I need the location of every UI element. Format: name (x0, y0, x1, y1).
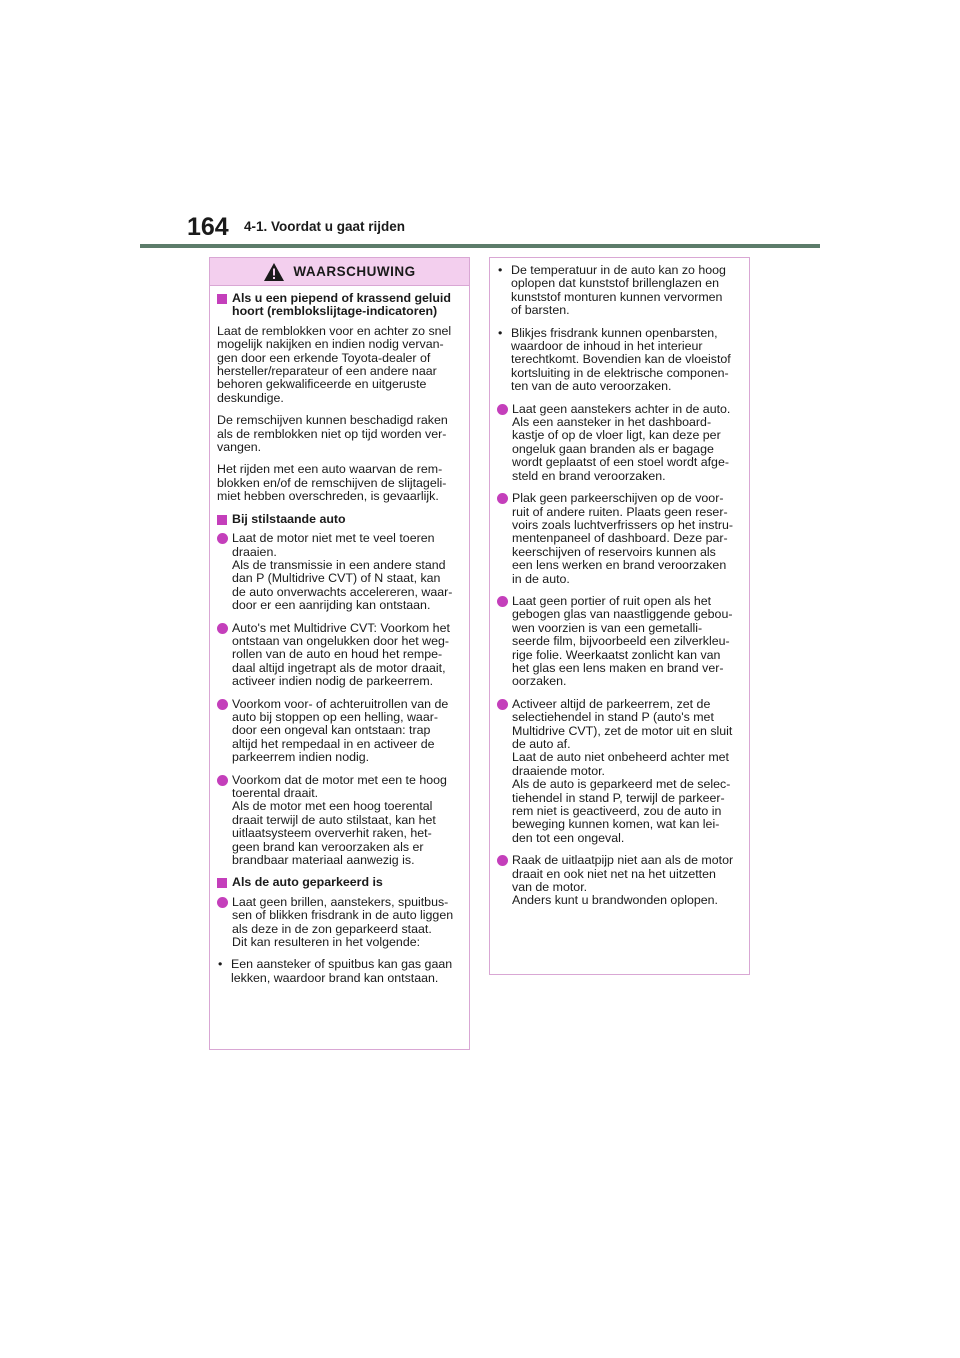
bullet-item (217, 622, 460, 689)
text-line: waardoor de inhoud in het interieur (511, 339, 703, 354)
text-line: rige folie. Weerkaatst zonlicht kan van (512, 647, 721, 662)
text-line: brandbaar materiaal aanwezig is. (232, 853, 415, 868)
text-line: Laat de motor niet met te veel toeren (232, 531, 435, 546)
sub-bullet-marker: • (498, 325, 503, 340)
warning-triangle-icon (263, 262, 285, 282)
text-line: Plak geen parkeerschijven op de voor- (512, 491, 724, 506)
sub-item (497, 327, 740, 394)
text-line: Dit kan resulteren in het volgende: (232, 935, 421, 950)
sub-item (497, 264, 740, 318)
text-line: auto bij stoppen op een helling, waar- (232, 709, 438, 724)
text-line: ongeluk gaan branden als er bagage (512, 441, 714, 456)
text-line: selectiehendel in stand P (auto's met (512, 710, 714, 725)
text-line: dan P (Multidrive CVT) of N staat, kan (232, 571, 441, 586)
sub-bullet-marker: • (498, 263, 503, 277)
paragraph (217, 414, 460, 454)
bullet-item (497, 854, 740, 908)
text-line: een lens werken en brand veroorzaken (512, 558, 727, 573)
text-line: van de motor. (512, 880, 588, 895)
bullet-item (497, 492, 740, 586)
text-line: steld en brand veroorzaken. (512, 468, 666, 483)
text-line: de auto onverwachts accelereren, waar- (232, 584, 453, 599)
text-line: parkeerrem indien nodig. (232, 750, 370, 765)
paragraph (217, 325, 460, 405)
text-line: uitlaatsysteem oververhit raken, het- (232, 826, 432, 841)
circle-bullet-icon (217, 699, 228, 710)
bullet-item (217, 698, 460, 765)
text-line: ruit of andere ruiten. Plaats geen reser- (512, 504, 728, 519)
warning-content-right (490, 258, 749, 908)
circle-bullet-icon (217, 775, 228, 786)
text-line: vangen. (217, 440, 262, 455)
text-line: De temperatuur in de auto kan zo hoog (511, 263, 726, 277)
square-bullet-icon (217, 515, 227, 525)
section-title: 4-1. Voordat u gaat rijden (244, 219, 406, 234)
text-line: Laat geen portier of ruit open als het (512, 593, 712, 608)
bullet-text (512, 698, 740, 845)
text-line: rem niet is geactiveerd, zou de auto in (512, 804, 722, 819)
text-line: lekken, waardoor brand kan ontstaan. (231, 970, 439, 985)
text-line: den tot een ongeval. (512, 830, 625, 845)
circle-bullet-icon (217, 533, 228, 544)
page-number: 164 (187, 213, 229, 241)
text-line: daal altijd ingetrapt als de motor draait, (232, 660, 446, 675)
text-line: wen voorzien is van een gemetalli- (512, 620, 703, 635)
text-line: Blikjes frisdrank kunnen openbarsten, (511, 325, 718, 340)
bullet-item (217, 532, 460, 612)
bullet-text (232, 896, 460, 950)
text-line: activeer indien nodig de parkeerrem. (232, 674, 434, 689)
sub-item-text (511, 327, 740, 394)
sub-item (217, 958, 460, 985)
text-line: Voorkom voor- of achteruitrollen van de (232, 696, 449, 711)
text-line: beweging kunnen komen, wat kan lei- (512, 817, 720, 832)
text-line: Multidrive CVT), zet de motor uit en sluit (512, 723, 733, 738)
sub-item-text (231, 958, 460, 985)
circle-bullet-icon (497, 493, 508, 504)
bullet-item (497, 403, 740, 483)
text-line: behoren gekwalificeerde en uitgeruste (217, 377, 427, 392)
subheading (217, 292, 460, 319)
text-line: oorzaken. (512, 674, 567, 689)
bullet-text (232, 622, 460, 689)
text-line: als deze in de zon geparkeerd staat. (232, 921, 432, 936)
circle-bullet-icon (497, 855, 508, 866)
text-line: kastje of op de vloer ligt, kan deze per (512, 428, 721, 443)
text-line: Activeer altijd de parkeerrem, zet de (512, 696, 711, 711)
text-line: toerental draait. (232, 786, 319, 800)
circle-bullet-icon (497, 596, 508, 607)
text-line: Een aansteker of spuitbus kan gas gaan (231, 957, 453, 972)
text-line: kortsluiting in de elektrische componen- (511, 365, 729, 380)
text-line: kunststof monturen kunnen vervormen (511, 289, 723, 304)
text-line: keerschijven of reservoirs kunnen als (512, 544, 716, 559)
bullet-text (232, 774, 460, 868)
header-rule (140, 244, 820, 248)
subheading-text (232, 876, 383, 889)
text-line: hersteller/reparateur of een andere naar (217, 364, 437, 379)
text-line: wordt geplaatst of een stoel wordt afge- (512, 455, 729, 470)
text-line: Als de auto is geparkeerd met de selec- (512, 777, 731, 792)
bullet-text (512, 595, 740, 689)
circle-bullet-icon (497, 404, 508, 415)
text-line: gen door een erkende Toyota-dealer of (217, 350, 431, 365)
bullet-item (497, 698, 740, 845)
text-line: draaien. (232, 544, 277, 559)
text-line: rollen van de auto en houd het rempe- (232, 647, 443, 662)
warning-box-left (209, 257, 470, 1050)
text-line: geen brand kan veroorzaken als er (232, 839, 424, 854)
subheading (217, 513, 460, 526)
text-line: door een ongeval kan ontstaan: trap (232, 723, 431, 738)
text-line: Als de transmissie in een andere stand (232, 557, 446, 572)
text-line: De remschijven kunnen beschadigd raken (217, 413, 448, 428)
text-line: door er een aanrijding kan ontstaan. (232, 598, 431, 613)
text-line: in de auto. (512, 571, 570, 586)
text-line: Voorkom dat de motor met een te hoog (232, 772, 447, 787)
text-line: Als een aansteker in het dashboard- (512, 415, 712, 430)
bullet-item (497, 595, 740, 689)
subheading-text (232, 292, 451, 319)
warning-box-right (489, 257, 750, 975)
text-line: Laat de auto niet onbeheerd achter met (512, 750, 729, 765)
subheading-text (232, 513, 346, 526)
text-line: blokken en/of de remschijven de slijtageli- (217, 475, 447, 490)
circle-bullet-icon (217, 623, 228, 634)
text-line: Bij stilstaande auto (232, 511, 346, 526)
text-line: draait terwijl de auto stilstaat, kan het (232, 812, 436, 827)
circle-bullet-icon (497, 699, 508, 710)
warning-header (210, 258, 469, 286)
text-line: oplopen dat kunststof brillenglazen en (511, 276, 720, 291)
text-line: Laat geen aanstekers achter in de auto. (512, 401, 731, 416)
warning-content-left (210, 286, 469, 985)
bullet-text (512, 403, 740, 483)
text-line: als de remblokken niet op tijd worden ver- (217, 426, 447, 441)
bullet-item (217, 896, 460, 950)
text-line: de auto af. (512, 737, 571, 751)
bullet-text (512, 854, 740, 908)
sub-bullet-marker: • (218, 957, 223, 972)
text-line: ontstaan van ongelukken door het weg- (232, 633, 449, 648)
text-line: mogelijk nakijken en indien nodig vervan- (217, 337, 444, 352)
bullet-text (232, 532, 460, 612)
text-line: Het rijden met een auto waarvan de rem- (217, 462, 443, 477)
text-line: altijd het rempedaal in en activeer de (232, 736, 435, 751)
text-line: hoort (remblokslijtage-indicatoren) (232, 304, 438, 319)
text-line: terechtkomt. Bovendien kan de vloeistof (511, 352, 731, 367)
paragraph (217, 463, 460, 503)
text-line: miet hebben overschreden, is gevaarlijk. (217, 489, 439, 504)
text-line: draaiende motor. (512, 763, 605, 778)
subheading (217, 876, 460, 889)
square-bullet-icon (217, 878, 227, 888)
text-line: Anders kunt u brandwonden oplopen. (512, 893, 718, 908)
sub-item-text (511, 264, 740, 318)
text-line: draait en ook niet net na het uitzetten (512, 866, 716, 881)
square-bullet-icon (217, 294, 227, 304)
text-line: Auto's met Multidrive CVT: Voorkom het (232, 620, 450, 635)
bullet-text (232, 698, 460, 765)
circle-bullet-icon (217, 897, 228, 908)
text-line: Raak de uitlaatpijp niet aan als de motor (512, 853, 734, 868)
text-line: Laat de remblokken voor en achter zo snel (217, 323, 452, 338)
text-line: Als u een piepend of krassend geluid (232, 291, 451, 305)
text-line: het glas een lens maken en brand ver- (512, 660, 724, 675)
bullet-text (512, 492, 740, 586)
text-line: tiehendel in stand P, terwijl de parkeer- (512, 790, 725, 805)
text-line: ten van de auto veroorzaken. (511, 379, 672, 394)
text-line: Als de auto geparkeerd is (232, 875, 383, 890)
bullet-item (217, 774, 460, 868)
warning-title: WAARSCHUWING (293, 264, 416, 279)
text-line: seerde film, bijvoorbeeld een zilverkleu- (512, 634, 730, 649)
text-line: of barsten. (511, 303, 570, 318)
text-line: deskundige. (217, 390, 284, 405)
text-line: voirs zoals luchtverfrissers op het instru- (512, 517, 734, 532)
text-line: gebogen glas van naastliggende gebou- (512, 607, 733, 622)
text-line: Als de motor met een hoog toerental (232, 799, 433, 814)
text-line: sen of blikken frisdrank in de auto liggen (232, 908, 454, 923)
text-line: mentenpaneel of dashboard. Deze par- (512, 531, 728, 546)
text-line: Laat geen brillen, aanstekers, spuitbus- (232, 894, 449, 909)
